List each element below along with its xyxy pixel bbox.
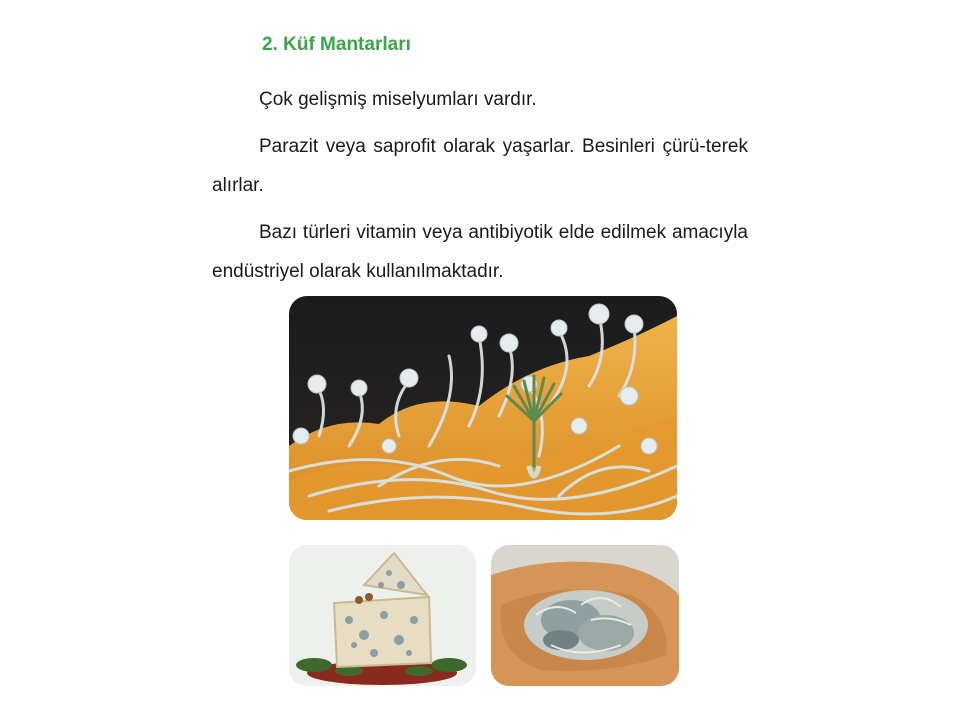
paragraph-parasite-saprophyte: Parazit veya saprofit olarak yaşarlar. Besinleri çürü-terek alırlar. (212, 136, 748, 196)
paragraph-mycelium: Çok gelişmiş miselyumları vardır. (259, 89, 537, 110)
moldy-bread-photo (491, 545, 679, 686)
mold-hyphae-illustration (289, 296, 677, 520)
blue-cheese-photo (289, 545, 476, 686)
page-heading: 2. Küf Mantarları (262, 34, 411, 55)
paragraph-industrial-use: Bazı türleri vitamin veya antibiyotik elde edilmek amacıyla endüstriyel olarak kullanılmaktadır. (212, 222, 748, 282)
mold-hyphae-photo (289, 296, 677, 520)
blue-cheese-illustration (289, 545, 476, 686)
moldy-bread-illustration (491, 545, 679, 686)
